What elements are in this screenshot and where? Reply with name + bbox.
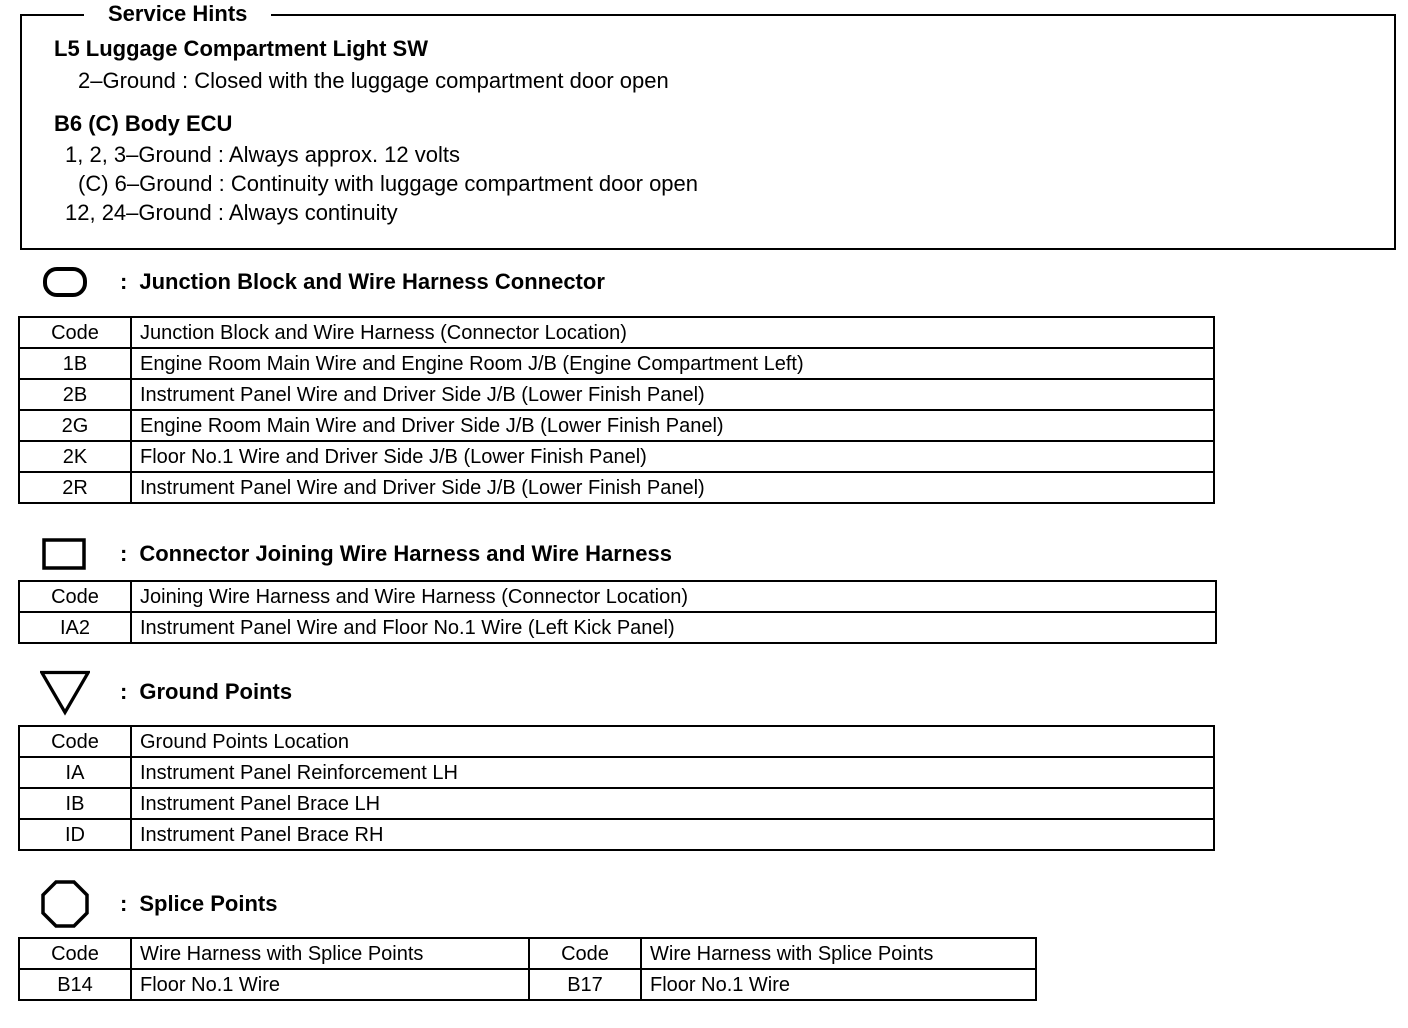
- header-description: Ground Points Location: [131, 726, 1214, 757]
- description-cell: Floor No.1 Wire: [641, 969, 1036, 1000]
- section-colon: :: [120, 541, 128, 566]
- splice-section-heading: [40, 882, 277, 926]
- table-row: [19, 788, 1214, 819]
- connector-section-title: Connector Joining Wire Harness and Wire Harness: [139, 541, 672, 566]
- junction-section-heading: [40, 260, 605, 304]
- description-cell: Instrument Panel Wire and Driver Side J/B (Lower Finish Panel): [131, 379, 1214, 410]
- octagon-icon: [40, 882, 90, 926]
- description-cell: Instrument Panel Wire and Driver Side J/B (Lower Finish Panel): [131, 472, 1214, 503]
- code-cell: 2G: [19, 410, 131, 441]
- description-cell: Instrument Panel Wire and Floor No.1 Wire (Left Kick Panel): [131, 612, 1216, 643]
- table-header-row: [19, 581, 1216, 612]
- header-description: Junction Block and Wire Harness (Connector Location): [131, 317, 1214, 348]
- header-code: Code: [19, 581, 131, 612]
- table-header-row: [19, 938, 1036, 969]
- hint-line: (C) 6–Ground : Continuity with luggage compartment door open: [78, 171, 699, 196]
- rounded-rectangle-icon: [40, 260, 90, 304]
- code-cell: IB: [19, 788, 131, 819]
- description-cell: Instrument Panel Brace LH: [131, 788, 1214, 819]
- description-cell: Floor No.1 Wire and Driver Side J/B (Lower Finish Panel): [131, 441, 1214, 472]
- code-cell: B17: [529, 969, 641, 1000]
- table-row: [19, 969, 1036, 1000]
- description-cell: Instrument Panel Brace RH: [131, 819, 1214, 850]
- description-cell: Floor No.1 Wire: [131, 969, 529, 1000]
- junction-table: [18, 316, 1215, 504]
- header-code: Code: [19, 938, 131, 969]
- ground-table: [18, 725, 1215, 851]
- description-cell: Instrument Panel Reinforcement LH: [131, 757, 1214, 788]
- code-cell: 1B: [19, 348, 131, 379]
- section-colon: :: [120, 891, 128, 916]
- header-description: Wire Harness with Splice Points: [641, 938, 1036, 969]
- table-row: [19, 612, 1216, 643]
- table-row: [19, 819, 1214, 850]
- section-colon: :: [120, 679, 128, 704]
- hint-line: 12, 24–Ground : Always continuity: [65, 200, 398, 225]
- table-row: [19, 410, 1214, 441]
- description-cell: Engine Room Main Wire and Driver Side J/B (Lower Finish Panel): [131, 410, 1214, 441]
- service-hints-title: Service Hints: [84, 0, 271, 28]
- table-header-row: [19, 726, 1214, 757]
- code-cell: 2K: [19, 441, 131, 472]
- connector-table: [18, 580, 1217, 644]
- table-row: [19, 472, 1214, 503]
- header-description: Joining Wire Harness and Wire Harness (Connector Location): [131, 581, 1216, 612]
- ground-section-title: Ground Points: [139, 679, 293, 704]
- splice-table: [18, 937, 1037, 1001]
- rectangle-icon: [40, 532, 90, 576]
- section-colon: :: [120, 269, 128, 294]
- hint-line: 1, 2, 3–Ground : Always approx. 12 volts: [65, 142, 461, 167]
- hint-heading-b6: B6 (C) Body ECU: [54, 111, 233, 136]
- header-code: Code: [529, 938, 641, 969]
- code-cell: ID: [19, 819, 131, 850]
- code-cell: IA2: [19, 612, 131, 643]
- header-code: Code: [19, 726, 131, 757]
- header-description: Wire Harness with Splice Points: [131, 938, 529, 969]
- splice-section-title: Splice Points: [139, 891, 278, 916]
- table-row: [19, 379, 1214, 410]
- connector-section-heading: [40, 532, 672, 576]
- code-cell: 2R: [19, 472, 131, 503]
- hint-line: 2–Ground : Closed with the luggage compartment door open: [78, 68, 669, 93]
- table-header-row: [19, 317, 1214, 348]
- ground-section-heading: [40, 670, 292, 714]
- code-cell: 2B: [19, 379, 131, 410]
- table-row: [19, 757, 1214, 788]
- description-cell: Engine Room Main Wire and Engine Room J/B (Engine Compartment Left): [131, 348, 1214, 379]
- triangle-down-icon: [40, 670, 90, 714]
- hint-heading-l5: L5 Luggage Compartment Light SW: [54, 36, 428, 61]
- junction-section-title: Junction Block and Wire Harness Connector: [139, 269, 605, 294]
- code-cell: B14: [19, 969, 131, 1000]
- code-cell: IA: [19, 757, 131, 788]
- header-code: Code: [19, 317, 131, 348]
- table-row: [19, 441, 1214, 472]
- table-row: [19, 348, 1214, 379]
